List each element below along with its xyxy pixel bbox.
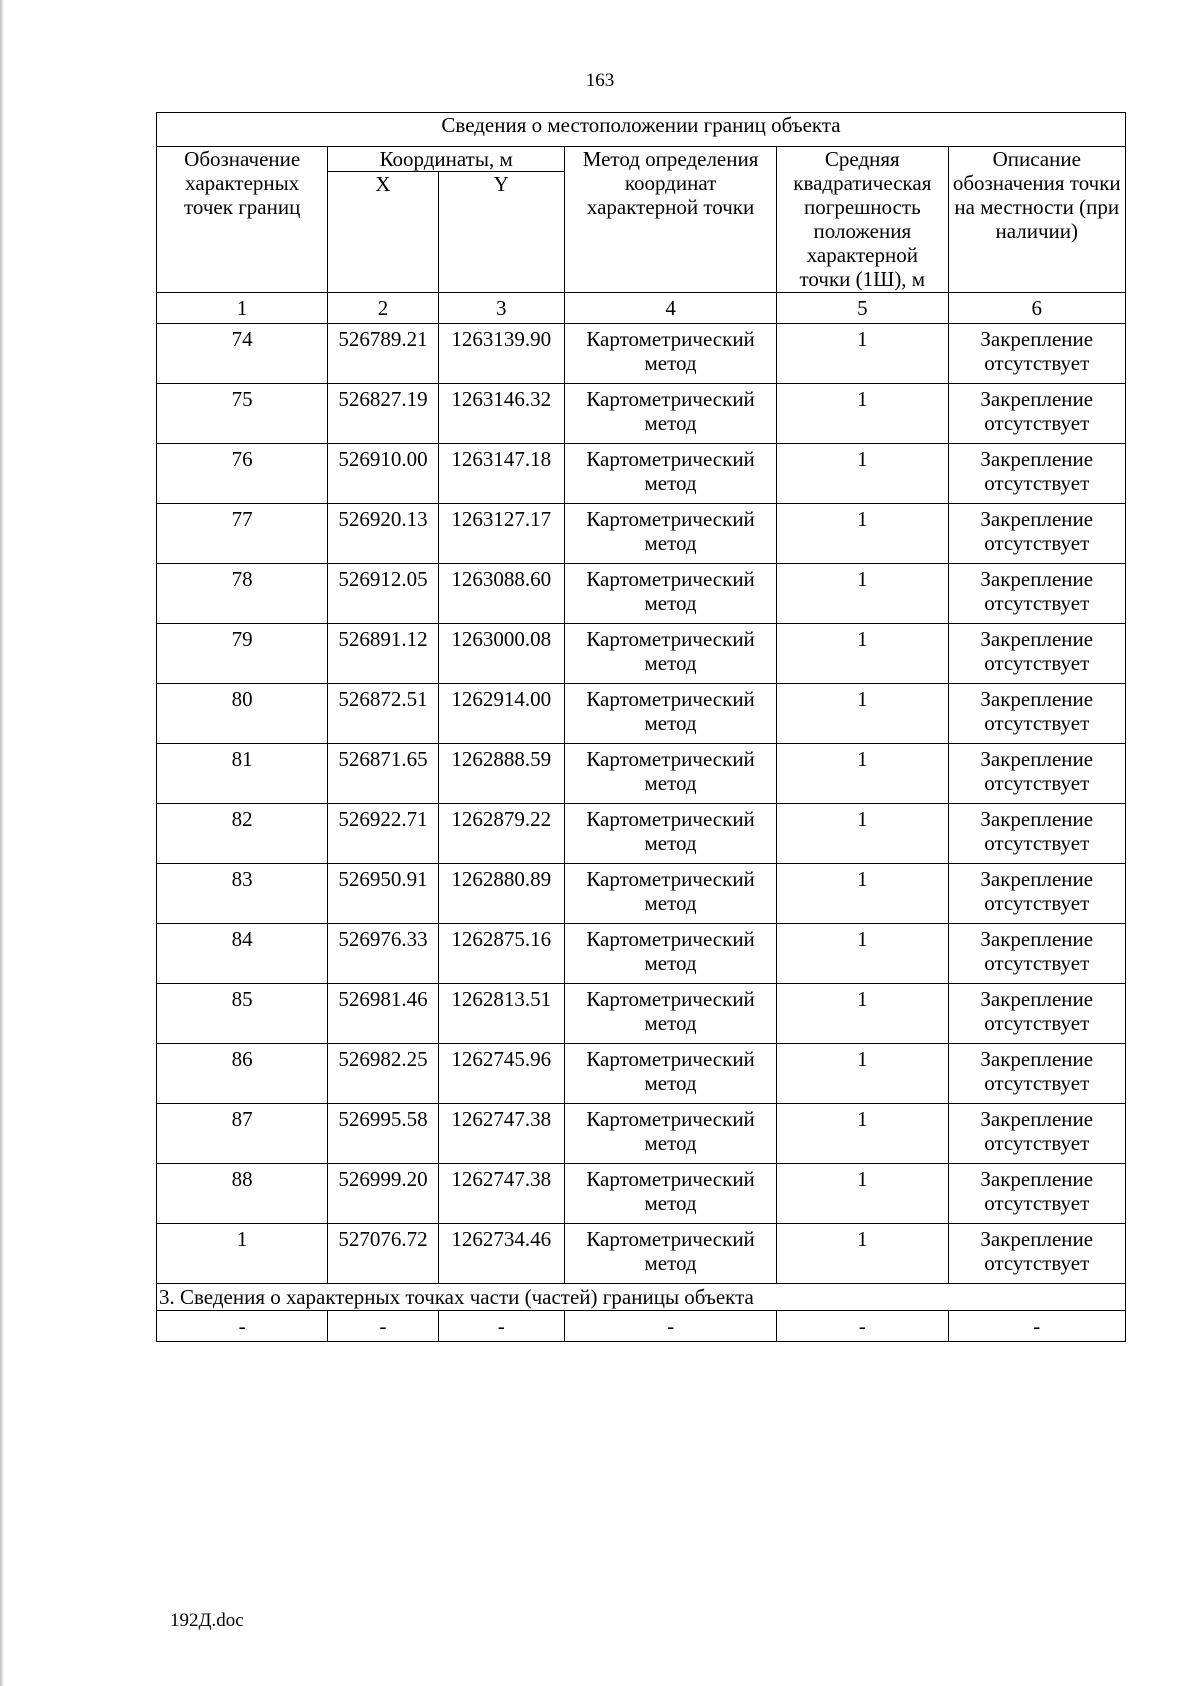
cell-y: 1262747.38 xyxy=(438,1164,564,1224)
cell-y: 1262734.46 xyxy=(438,1224,564,1284)
cell-description: Закрепление отсутствует xyxy=(948,984,1126,1044)
cell-point: 79 xyxy=(157,624,328,684)
cell-description: Закрепление отсутствует xyxy=(948,804,1126,864)
cell-x: 526999.20 xyxy=(328,1164,438,1224)
cell-accuracy: 1 xyxy=(777,384,948,444)
table-row xyxy=(157,924,1126,984)
cell-y: 1262745.96 xyxy=(438,1044,564,1104)
cell-accuracy: 1 xyxy=(777,1224,948,1284)
cell-method: Картометрический метод xyxy=(564,1044,776,1104)
table-row xyxy=(157,1044,1126,1104)
cell-description: Закрепление отсутствует xyxy=(948,1044,1126,1104)
cell-point: 1 xyxy=(157,1224,328,1284)
table-row xyxy=(157,504,1126,564)
cell-accuracy: 1 xyxy=(777,1044,948,1104)
cell-x: 526922.71 xyxy=(328,804,438,864)
cell-method: Картометрический метод xyxy=(564,1164,776,1224)
cell-accuracy: 1 xyxy=(777,624,948,684)
cell-method: Картометрический метод xyxy=(564,504,776,564)
table-row xyxy=(157,324,1126,384)
table-row xyxy=(157,1224,1126,1284)
cell-description: Закрепление отсутствует xyxy=(948,744,1126,804)
column-number: 2 xyxy=(328,293,438,324)
cell-accuracy: 1 xyxy=(777,804,948,864)
cell-accuracy: 1 xyxy=(777,324,948,384)
cell-point: 84 xyxy=(157,924,328,984)
cell-description: Закрепление отсутствует xyxy=(948,624,1126,684)
table-row xyxy=(157,744,1126,804)
empty-cell: - xyxy=(157,1311,328,1342)
cell-x: 526789.21 xyxy=(328,324,438,384)
cell-y: 1263088.60 xyxy=(438,564,564,624)
empty-cell: - xyxy=(564,1311,776,1342)
cell-method: Картометрический метод xyxy=(564,624,776,684)
cell-accuracy: 1 xyxy=(777,564,948,624)
header-accuracy: Средняя квадратическая погрешность положения характерной точки (1Ш), м xyxy=(777,147,948,293)
cell-description: Закрепление отсутствует xyxy=(948,504,1126,564)
cell-x: 526995.58 xyxy=(328,1104,438,1164)
cell-accuracy: 1 xyxy=(777,984,948,1044)
table-row xyxy=(157,564,1126,624)
cell-point: 78 xyxy=(157,564,328,624)
table-title: Сведения о местоположении границ объекта xyxy=(157,113,1126,147)
cell-method: Картометрический метод xyxy=(564,804,776,864)
cell-point: 82 xyxy=(157,804,328,864)
cell-accuracy: 1 xyxy=(777,444,948,504)
cell-x: 526920.13 xyxy=(328,504,438,564)
footer-filename: 192Д.doc xyxy=(170,1610,244,1631)
cell-y: 1263000.08 xyxy=(438,624,564,684)
cell-accuracy: 1 xyxy=(777,684,948,744)
table-row xyxy=(157,804,1126,864)
header-point-designation: Обозначение характерных точек границ xyxy=(157,147,328,293)
cell-method: Картометрический метод xyxy=(564,1104,776,1164)
cell-accuracy: 1 xyxy=(777,1104,948,1164)
empty-row xyxy=(157,1311,1126,1342)
header-description: Описание обозначения точки на местности (при наличии) xyxy=(948,147,1126,293)
cell-x: 527076.72 xyxy=(328,1224,438,1284)
cell-x: 526976.33 xyxy=(328,924,438,984)
cell-y: 1262813.51 xyxy=(438,984,564,1044)
cell-accuracy: 1 xyxy=(777,504,948,564)
cell-y: 1262888.59 xyxy=(438,744,564,804)
cell-point: 74 xyxy=(157,324,328,384)
cell-y: 1263146.32 xyxy=(438,384,564,444)
cell-y: 1263147.18 xyxy=(438,444,564,504)
cell-y: 1263127.17 xyxy=(438,504,564,564)
cell-x: 526891.12 xyxy=(328,624,438,684)
page-number: 163 xyxy=(585,70,615,91)
cell-point: 80 xyxy=(157,684,328,744)
cell-point: 77 xyxy=(157,504,328,564)
table-row xyxy=(157,384,1126,444)
cell-description: Закрепление отсутствует xyxy=(948,1164,1126,1224)
cell-point: 75 xyxy=(157,384,328,444)
cell-description: Закрепление отсутствует xyxy=(948,1104,1126,1164)
cell-method: Картометрический метод xyxy=(564,864,776,924)
table-row xyxy=(157,684,1126,744)
cell-x: 526981.46 xyxy=(328,984,438,1044)
cell-y: 1262879.22 xyxy=(438,804,564,864)
cell-accuracy: 1 xyxy=(777,924,948,984)
column-number: 3 xyxy=(438,293,564,324)
boundary-table xyxy=(156,112,1126,1342)
cell-x: 526910.00 xyxy=(328,444,438,504)
cell-y: 1262875.16 xyxy=(438,924,564,984)
table-row xyxy=(157,1104,1126,1164)
table-row xyxy=(157,1164,1126,1224)
cell-method: Картометрический метод xyxy=(564,444,776,504)
header-y: Y xyxy=(438,172,564,293)
cell-y: 1262747.38 xyxy=(438,1104,564,1164)
cell-description: Закрепление отсутствует xyxy=(948,564,1126,624)
empty-cell: - xyxy=(328,1311,438,1342)
cell-point: 87 xyxy=(157,1104,328,1164)
cell-point: 85 xyxy=(157,984,328,1044)
cell-accuracy: 1 xyxy=(777,864,948,924)
cell-point: 76 xyxy=(157,444,328,504)
cell-method: Картометрический метод xyxy=(564,324,776,384)
cell-x: 526950.91 xyxy=(328,864,438,924)
column-number: 5 xyxy=(777,293,948,324)
cell-point: 81 xyxy=(157,744,328,804)
header-coordinates: Координаты, м xyxy=(328,147,565,172)
cell-accuracy: 1 xyxy=(777,744,948,804)
cell-description: Закрепление отсутствует xyxy=(948,924,1126,984)
cell-description: Закрепление отсутствует xyxy=(948,384,1126,444)
cell-point: 86 xyxy=(157,1044,328,1104)
cell-y: 1262914.00 xyxy=(438,684,564,744)
cell-method: Картометрический метод xyxy=(564,984,776,1044)
cell-x: 526912.05 xyxy=(328,564,438,624)
cell-y: 1262880.89 xyxy=(438,864,564,924)
column-number: 6 xyxy=(948,293,1126,324)
cell-accuracy: 1 xyxy=(777,1164,948,1224)
scan-edge xyxy=(0,0,4,1686)
header-x: X xyxy=(328,172,438,293)
cell-method: Картометрический метод xyxy=(564,1224,776,1284)
cell-description: Закрепление отсутствует xyxy=(948,684,1126,744)
table-row xyxy=(157,624,1126,684)
subsection-title: 3. Сведения о характерных точках части (частей) границы объекта xyxy=(157,1284,1126,1311)
table-row xyxy=(157,984,1126,1044)
empty-cell: - xyxy=(438,1311,564,1342)
cell-x: 526871.65 xyxy=(328,744,438,804)
cell-method: Картометрический метод xyxy=(564,924,776,984)
column-number: 4 xyxy=(564,293,776,324)
header-method: Метод определения координат характерной точки xyxy=(564,147,776,293)
column-number: 1 xyxy=(157,293,328,324)
cell-method: Картометрический метод xyxy=(564,564,776,624)
cell-y: 1263139.90 xyxy=(438,324,564,384)
cell-x: 526872.51 xyxy=(328,684,438,744)
empty-cell: - xyxy=(777,1311,948,1342)
table-row xyxy=(157,444,1126,504)
cell-x: 526827.19 xyxy=(328,384,438,444)
cell-point: 88 xyxy=(157,1164,328,1224)
cell-method: Картометрический метод xyxy=(564,684,776,744)
cell-method: Картометрический метод xyxy=(564,744,776,804)
cell-description: Закрепление отсутствует xyxy=(948,1224,1126,1284)
cell-description: Закрепление отсутствует xyxy=(948,444,1126,504)
cell-description: Закрепление отсутствует xyxy=(948,864,1126,924)
cell-description: Закрепление отсутствует xyxy=(948,324,1126,384)
cell-x: 526982.25 xyxy=(328,1044,438,1104)
empty-cell: - xyxy=(948,1311,1126,1342)
cell-point: 83 xyxy=(157,864,328,924)
column-number-row xyxy=(157,293,1126,324)
cell-method: Картометрический метод xyxy=(564,384,776,444)
table-row xyxy=(157,864,1126,924)
